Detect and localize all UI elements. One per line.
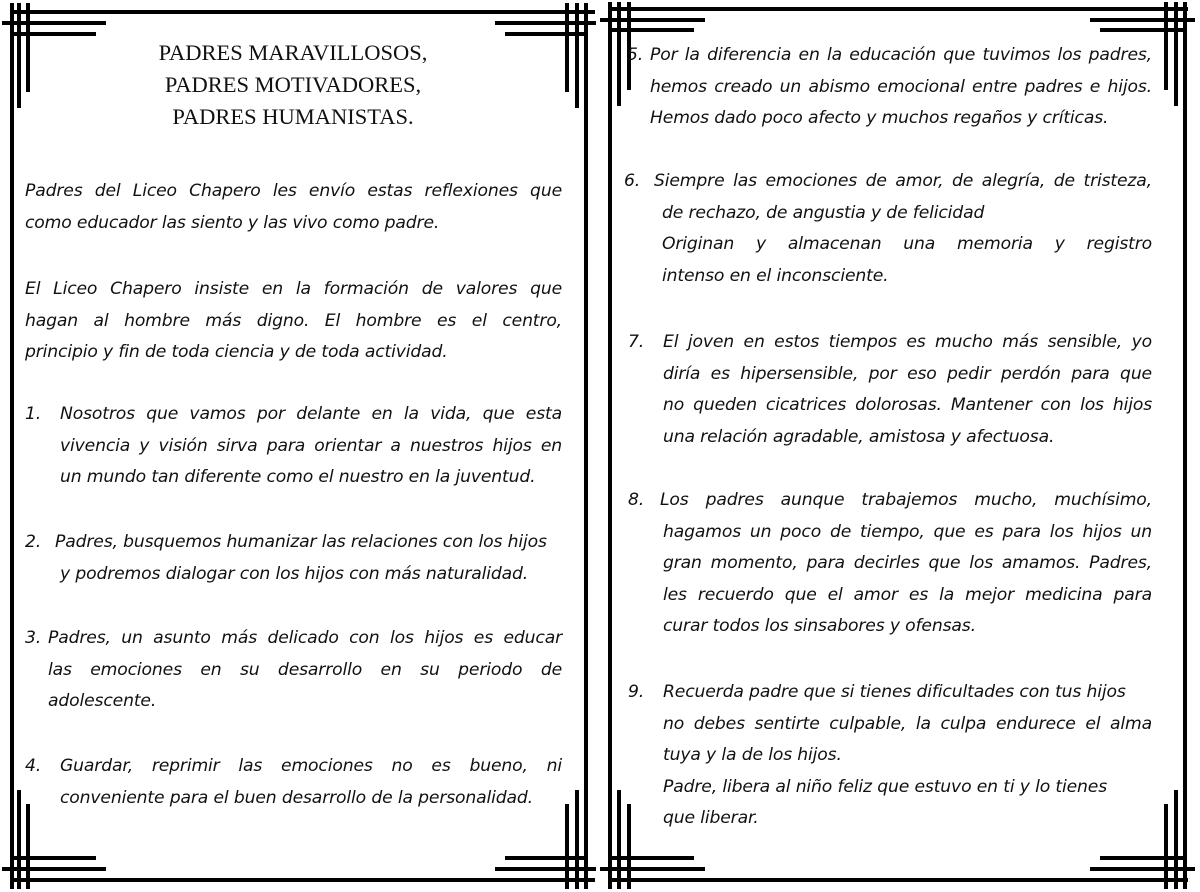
page-title	[60, 37, 526, 133]
item-line: curar todos los sinsabores y ofensas.	[663, 616, 976, 637]
border-line	[26, 804, 30, 889]
paragraph-line: El Liceo Chapero insiste en la formación de valores que	[25, 279, 562, 299]
border-line	[17, 790, 21, 889]
item-line: El joven en estos tiempos es mucho más sensible, yo	[663, 332, 1152, 352]
border-line	[565, 804, 569, 889]
border-line	[565, 3, 569, 92]
paragraph-line: principio y fin de toda ciencia y de toda actividad.	[25, 342, 448, 363]
item-line: Por la diferencia en la educación que tuvimos los padres,	[650, 45, 1152, 65]
item-line: y podremos dialogar con los hijos con más naturalidad.	[60, 563, 529, 584]
title-line: PADRES MOTIVADORES,	[164, 72, 422, 97]
border-line	[608, 2, 612, 889]
border-line	[505, 32, 588, 36]
item-number: 3.	[25, 628, 42, 648]
border-line	[1164, 804, 1168, 889]
border-line	[600, 18, 705, 22]
item-line: Padres, un asunto más delicado con los hijos es educar	[48, 628, 562, 648]
border-line	[627, 804, 631, 889]
paragraph-line: Padres del Liceo Chapero les envío estas reflexiones que	[25, 181, 562, 201]
item-line: hagamos un poco de tiempo, que es para los hijos un	[663, 521, 1152, 542]
item-number: 5.	[627, 45, 644, 65]
border-line	[2, 21, 106, 25]
item-line: Padres, busquemos humanizar las relaciones con los hijos	[55, 532, 547, 552]
values-paragraph	[25, 274, 562, 369]
border-line	[575, 790, 579, 889]
item-line: diría es hipersensible, por eso pedir perdón para que	[663, 363, 1152, 384]
item-line: Guardar, reprimir las emociones no es bueno, ni	[60, 756, 562, 776]
item-number: 6.	[624, 171, 641, 191]
item-line: hemos creado un abismo emocional entre padres e hijos.	[650, 76, 1152, 97]
border-line	[575, 3, 579, 108]
item-line: Hemos dado poco afecto y muchos regaños y críticas.	[650, 108, 1109, 129]
border-line	[26, 3, 30, 92]
border-line	[495, 21, 596, 25]
border-line	[495, 867, 596, 871]
item-line: Nosotros que vamos por delante en la vida, que esta	[60, 404, 562, 424]
border-line	[608, 28, 694, 32]
item-line: les recuerdo que el amor es la mejor medicina para	[663, 584, 1152, 605]
paragraph-line: como educador las siento y las vivo como padre.	[25, 212, 440, 233]
item-line: Recuerda padre que si tienes dificultades con tus hijos	[663, 682, 1126, 702]
item-line: tuya y la de los hijos.	[663, 745, 842, 766]
right-page	[600, 0, 1200, 892]
border-line	[1164, 2, 1168, 90]
border-line	[584, 3, 588, 889]
item-line: conveniente para el buen desarrollo de la personalidad.	[60, 787, 534, 808]
border-line	[10, 878, 595, 882]
item-line: Siempre las emociones de amor, de alegría, de tristeza,	[654, 171, 1152, 191]
border-line	[617, 790, 621, 889]
item-line: Originan y almacenan una memoria y registro	[662, 234, 1152, 255]
item-line: no debes sentirte culpable, la culpa endurece el alma	[663, 713, 1152, 734]
intro-paragraph	[25, 176, 562, 239]
item-line: de rechazo, de angustia y de felicidad	[662, 202, 985, 223]
border-line	[1090, 867, 1195, 871]
border-line	[10, 10, 595, 14]
border-line	[17, 3, 21, 108]
item-line: adolescente.	[48, 691, 157, 712]
item-line: un mundo tan diferente como el nuestro en la juventud.	[60, 467, 536, 488]
item-line: gran momento, para decirles que los amamos. Padres,	[663, 553, 1152, 574]
border-line	[10, 3, 14, 889]
item-number: 2.	[25, 532, 42, 552]
item-line: intenso en el inconsciente.	[662, 265, 889, 286]
border-line	[608, 7, 1188, 11]
item-number: 9.	[628, 682, 645, 702]
item-line: una relación agradable, amistosa y afectuosa.	[663, 426, 1055, 447]
border-line	[10, 32, 96, 36]
item-line: que liberar.	[663, 808, 759, 829]
item-number: 4.	[25, 756, 42, 776]
paragraph-line: hagan al hombre más digno. El hombre es el centro,	[25, 310, 562, 331]
item-line: Padre, libera al niño feliz que estuvo en ti y lo tienes	[663, 776, 1108, 797]
item-line: Los padres aunque trabajemos mucho, muchísimo,	[660, 490, 1152, 510]
item-number: 1.	[25, 404, 42, 424]
item-line: las emociones en su desarrollo en su periodo de	[48, 659, 562, 680]
title-line: PADRES HUMANISTAS.	[172, 104, 414, 129]
item-number: 8.	[628, 490, 645, 510]
border-line	[1183, 2, 1187, 889]
border-line	[608, 878, 1188, 882]
border-line	[10, 856, 96, 860]
title-line: PADRES MARAVILLOSOS,	[158, 40, 428, 65]
border-line	[600, 867, 705, 871]
item-number: 7.	[628, 332, 645, 352]
border-line	[1090, 18, 1195, 22]
item-line: no queden cicatrices dolorosas. Mantener con los hijos	[663, 395, 1152, 416]
item-line: vivencia y visión sirva para orientar a nuestros hijos en	[60, 435, 562, 456]
border-line	[1174, 790, 1178, 889]
border-line	[1100, 28, 1187, 32]
